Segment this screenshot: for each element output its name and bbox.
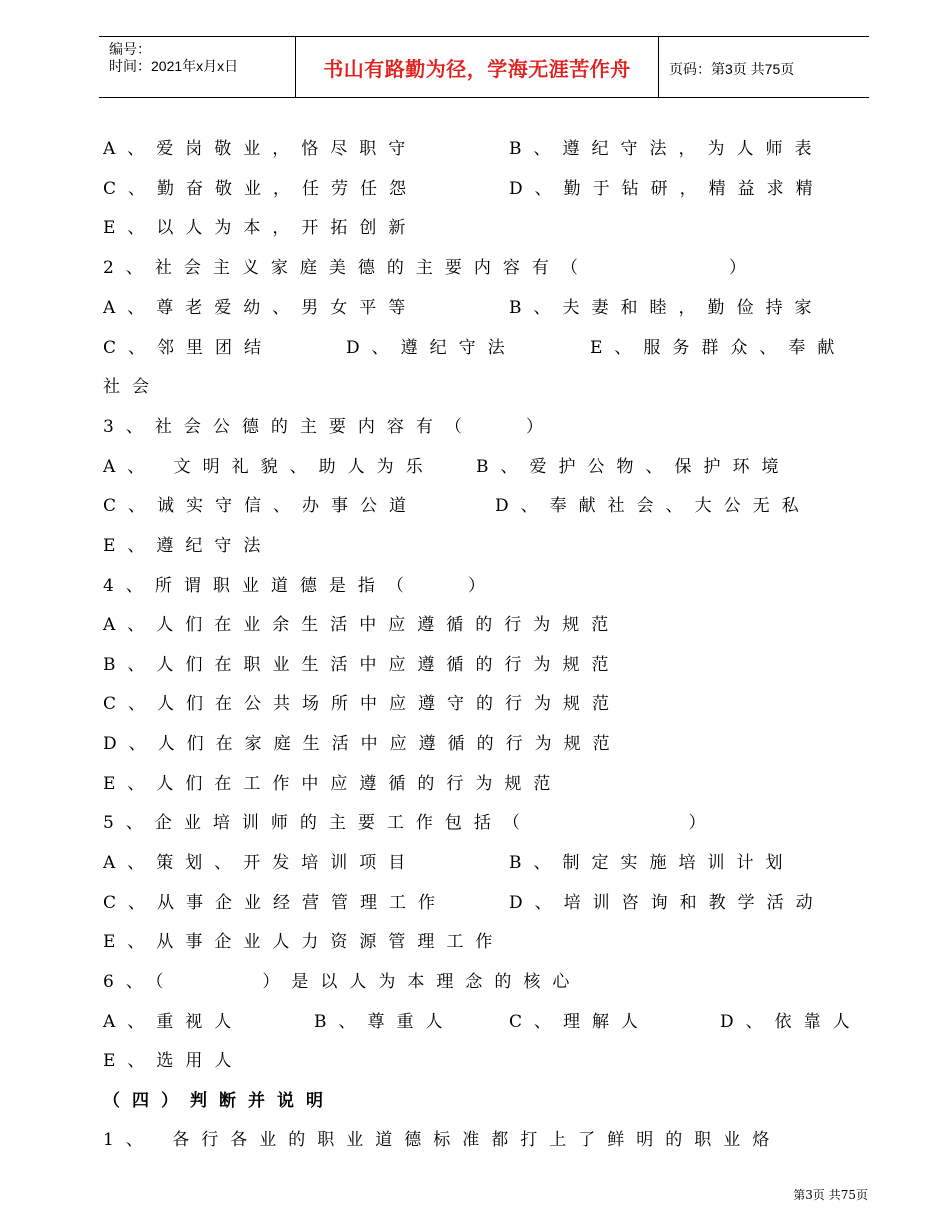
option-line bbox=[103, 494, 811, 518]
option-text: A、尊老爱幼、男女平等 bbox=[103, 298, 418, 318]
footer-page-number: 第3页 共75页 bbox=[793, 1188, 868, 1202]
header-motto: 书山有路勤为径，学海无涯苦作舟 bbox=[323, 58, 631, 81]
option-text: A、爱岗敬业，恪尽职守 bbox=[103, 139, 418, 159]
option-line bbox=[103, 455, 791, 479]
option-text: C、理解人 bbox=[509, 1012, 651, 1032]
option-text: C、诚实守信、办事公道 bbox=[103, 496, 419, 516]
question-line: 1、 各行各业的职业道德标准都打上了鲜明的职业烙 bbox=[103, 1130, 782, 1150]
option-text: B、夫妻和睦，勤俭持家 bbox=[509, 298, 824, 318]
option-line: E、从事企业人力资源管理工作 bbox=[103, 932, 505, 952]
option-line: E、选用人 bbox=[103, 1051, 244, 1071]
option-line bbox=[103, 1010, 862, 1034]
option-text: C、勤奋敬业，任劳任怨 bbox=[103, 179, 419, 199]
document-time-label: 时间：2021年x月x日 bbox=[109, 58, 239, 74]
option-text: B、爱护公物、保护环境 bbox=[476, 457, 791, 477]
option-text: B、尊重人 bbox=[314, 1012, 455, 1032]
question-line: 4、所谓职业道德是指（ ） bbox=[103, 576, 498, 596]
option-line bbox=[103, 137, 824, 161]
option-line: E、以人为本，开拓创新 bbox=[103, 218, 418, 238]
option-line: B、人们在职业生活中应遵循的行为规范 bbox=[103, 655, 621, 675]
header-page-number: 页码：第3页 共75页 bbox=[669, 61, 795, 77]
option-text: D、遵纪守法 bbox=[346, 338, 517, 358]
option-text: D、奉献社会、大公无私 bbox=[495, 496, 811, 516]
header-divider bbox=[658, 37, 659, 97]
option-text: D、依靠人 bbox=[720, 1012, 862, 1032]
option-line: E、人们在工作中应遵循的行为规范 bbox=[103, 774, 563, 794]
option-line bbox=[103, 851, 795, 875]
option-text: D、勤于钻研，精益求精 bbox=[509, 179, 825, 199]
option-line bbox=[103, 336, 847, 360]
option-text: E、服务群众、奉献 bbox=[590, 338, 847, 358]
option-text: C、邻里团结 bbox=[103, 338, 274, 358]
option-text: A、 文明礼貌、助人为乐 bbox=[103, 457, 435, 477]
option-line bbox=[103, 177, 825, 201]
option-text: B、制定实施培训计划 bbox=[509, 853, 795, 873]
option-text: C、从事企业经营管理工作 bbox=[103, 893, 448, 913]
option-line: 社会 bbox=[103, 377, 161, 397]
option-text: A、重视人 bbox=[103, 1012, 244, 1032]
option-text: A、策划、开发培训项目 bbox=[103, 853, 418, 873]
option-line: C、人们在公共场所中应遵守的行为规范 bbox=[103, 694, 622, 714]
header-meta bbox=[99, 37, 295, 97]
option-text: B、遵纪守法，为人师表 bbox=[509, 139, 824, 159]
question-line: 6、（ ）是以人为本理念的核心 bbox=[103, 972, 582, 992]
page-header bbox=[99, 36, 869, 98]
option-line bbox=[103, 891, 825, 915]
question-line: 2、社会主义家庭美德的主要内容有（ ） bbox=[103, 258, 759, 278]
option-line: D、人们在家庭生活中应遵循的行为规范 bbox=[103, 734, 622, 754]
question-line: 3、社会公德的主要内容有（ ） bbox=[103, 417, 556, 437]
document-id-label: 编号： bbox=[109, 41, 151, 57]
question-line: 5、企业培训师的主要工作包括（ ） bbox=[103, 813, 718, 833]
option-line: E、遵纪守法 bbox=[103, 536, 273, 556]
section-heading: （四）判断并说明 bbox=[103, 1091, 335, 1111]
option-text: D、培训咨询和教学活动 bbox=[509, 893, 825, 913]
option-line bbox=[103, 296, 824, 320]
option-line: A、人们在业余生活中应遵循的行为规范 bbox=[103, 615, 621, 635]
